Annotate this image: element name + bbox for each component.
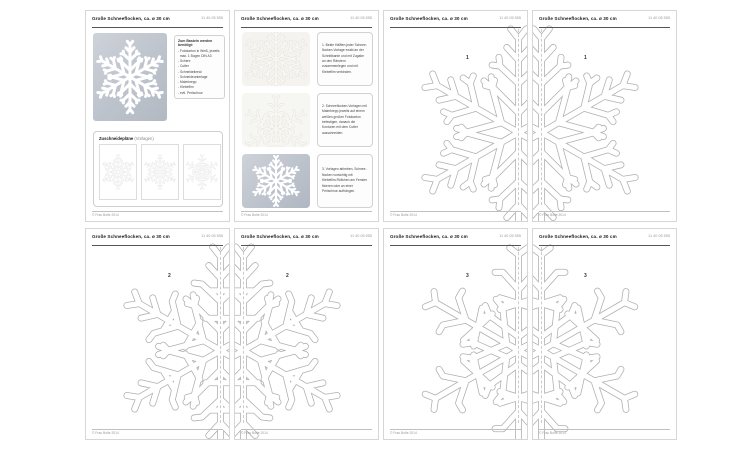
step1-text: 1. Beide Hälften jeder Schneeflocken-Vorlage exakt an der Schnittkante und mit Zugabe an den Rändern zusammenlegen und mit Klebefilm verbinden. <box>322 42 367 74</box>
template-number: 2 <box>168 273 171 279</box>
page-footer: © Frau Bolte 2014 <box>390 211 521 218</box>
materials-intro: Zum Basteln werden benötigt: <box>178 39 213 47</box>
page-title: Große Schneeflocken, ca. ø 30 cm <box>241 234 319 239</box>
materials-list <box>178 49 221 96</box>
cut-line <box>541 29 542 205</box>
materials-list-item: - Klebefilm <box>178 85 194 90</box>
snowflake-faint-icon <box>242 32 310 86</box>
page-header <box>539 16 670 28</box>
page-title: Große Schneeflocken, ca. ø 30 cm <box>390 234 468 239</box>
materials-list-item: - Schneideunterlage <box>178 74 208 79</box>
materials-list-item: - Schere <box>178 59 191 64</box>
snowflake-faint-icon <box>242 94 310 147</box>
item-code: 11 40 05 555 <box>648 16 670 20</box>
template-number: 3 <box>466 273 469 279</box>
snowflake-template-outline <box>113 243 230 440</box>
item-code: 11 40 05 555 <box>648 234 670 238</box>
step2-text: 2. Schneeflocken-Vorlagen mit Malerkrepp jeweils auf einem weißen großen Fotokarton befestigen, danach die Konturen mit dem Cutter ausschneiden. <box>322 103 367 135</box>
snowflake-template-outline <box>234 243 351 440</box>
page-title: Große Schneeflocken, ca. ø 30 cm <box>390 16 468 21</box>
step3-text: 3. Vorlagen abheben, Schneeflocken vorsichtig mit Klebefilm-Röllchen am Fenster fixieren oder an einer Perlschnur aufhängen. <box>322 167 368 194</box>
item-code: 11 40 05 555 <box>350 16 372 20</box>
pdf-page-4[interactable] <box>532 10 677 222</box>
cut-line <box>518 247 519 423</box>
pdf-page-1[interactable] <box>85 10 230 222</box>
page-header <box>92 16 223 28</box>
cutting-plans-box <box>93 131 223 207</box>
step1-photo <box>242 32 310 86</box>
step2-textbox <box>317 93 373 147</box>
page-header <box>241 16 372 28</box>
page-header <box>390 234 521 246</box>
item-code: 11 40 05 555 <box>350 234 372 238</box>
step3-textbox <box>317 154 373 208</box>
snowflake-thumb-icon <box>184 154 220 190</box>
cutting-plans-label <box>99 136 217 141</box>
page-header <box>539 234 670 246</box>
materials-list-item: max. 1 Bogen DIN A3 <box>178 53 212 58</box>
template-thumb-2 <box>141 144 179 200</box>
pdf-page-2[interactable] <box>234 10 379 222</box>
materials-list-item: - evtl. Perlschnur <box>178 90 203 95</box>
snowflake-thumb-icon <box>100 154 136 190</box>
cut-line <box>220 247 221 423</box>
cut-line <box>541 247 542 423</box>
page-header <box>241 234 372 246</box>
page-footer: © Frau Bolte 2014 <box>241 211 372 218</box>
template-thumb-1 <box>99 144 137 200</box>
step3-photo <box>242 154 310 208</box>
template-thumb-3 <box>183 144 221 200</box>
cutting-plans-subtitle: (Vorlagen) <box>134 136 154 141</box>
template-number: 2 <box>286 273 289 279</box>
cutting-plans-title: Zuschneidepläne <box>99 136 134 141</box>
pdf-page-8[interactable] <box>532 228 677 440</box>
step1-textbox <box>317 32 373 86</box>
item-code: 11 40 05 555 <box>201 16 223 20</box>
cut-line <box>243 247 244 423</box>
snowflake-template-outline <box>532 243 649 440</box>
page-footer: © Frau Bolte 2014 <box>390 429 521 436</box>
page-title: Große Schneeflocken, ca. ø 30 cm <box>92 16 170 21</box>
materials-list-item: - Fotokarton in Weiß, jeweils <box>178 48 220 53</box>
cut-line <box>518 29 519 205</box>
pdf-page-3[interactable] <box>383 10 528 222</box>
item-code: 11 40 05 555 <box>499 234 521 238</box>
template-number: 1 <box>584 55 587 61</box>
step2-photo <box>242 93 310 147</box>
snowflake-template-outline <box>532 25 649 222</box>
materials-box <box>174 35 225 99</box>
pdf-page-6[interactable] <box>234 228 379 440</box>
template-number: 3 <box>584 273 587 279</box>
materials-list-item: - Cutter <box>178 64 189 69</box>
page-footer: © Frau Bolte 2014 <box>539 429 670 436</box>
page-title: Große Schneeflocken, ca. ø 30 cm <box>92 234 170 239</box>
page-title: Große Schneeflocken, ca. ø 30 cm <box>241 16 319 21</box>
page-footer: © Frau Bolte 2014 <box>241 429 372 436</box>
snowflake-thumb-icon <box>142 154 178 190</box>
snowflake-filled-icon <box>93 37 167 117</box>
page-footer: © Frau Bolte 2014 <box>539 211 670 218</box>
pdf-page-5[interactable] <box>85 228 230 440</box>
template-number: 1 <box>466 55 469 61</box>
item-code: 11 40 05 555 <box>499 16 521 20</box>
materials-list-item: - Schneidelineal <box>178 69 202 74</box>
snowflake-template-outline <box>411 25 528 222</box>
page-footer: © Frau Bolte 2014 <box>92 211 223 218</box>
template-thumbnails <box>99 144 217 200</box>
page-header <box>92 234 223 246</box>
item-code: 11 40 05 555 <box>201 234 223 238</box>
page-footer: © Frau Bolte 2014 <box>92 429 223 436</box>
pdf-page-7[interactable] <box>383 228 528 440</box>
snowflake-photo <box>93 33 167 121</box>
materials-list-item: - Malerkrepp <box>178 80 197 85</box>
page-header <box>390 16 521 28</box>
page-title: Große Schneeflocken, ca. ø 30 cm <box>539 234 617 239</box>
snowflake-filled-icon <box>250 155 302 207</box>
page-title: Große Schneeflocken, ca. ø 30 cm <box>539 16 617 21</box>
snowflake-template-outline <box>411 243 528 440</box>
